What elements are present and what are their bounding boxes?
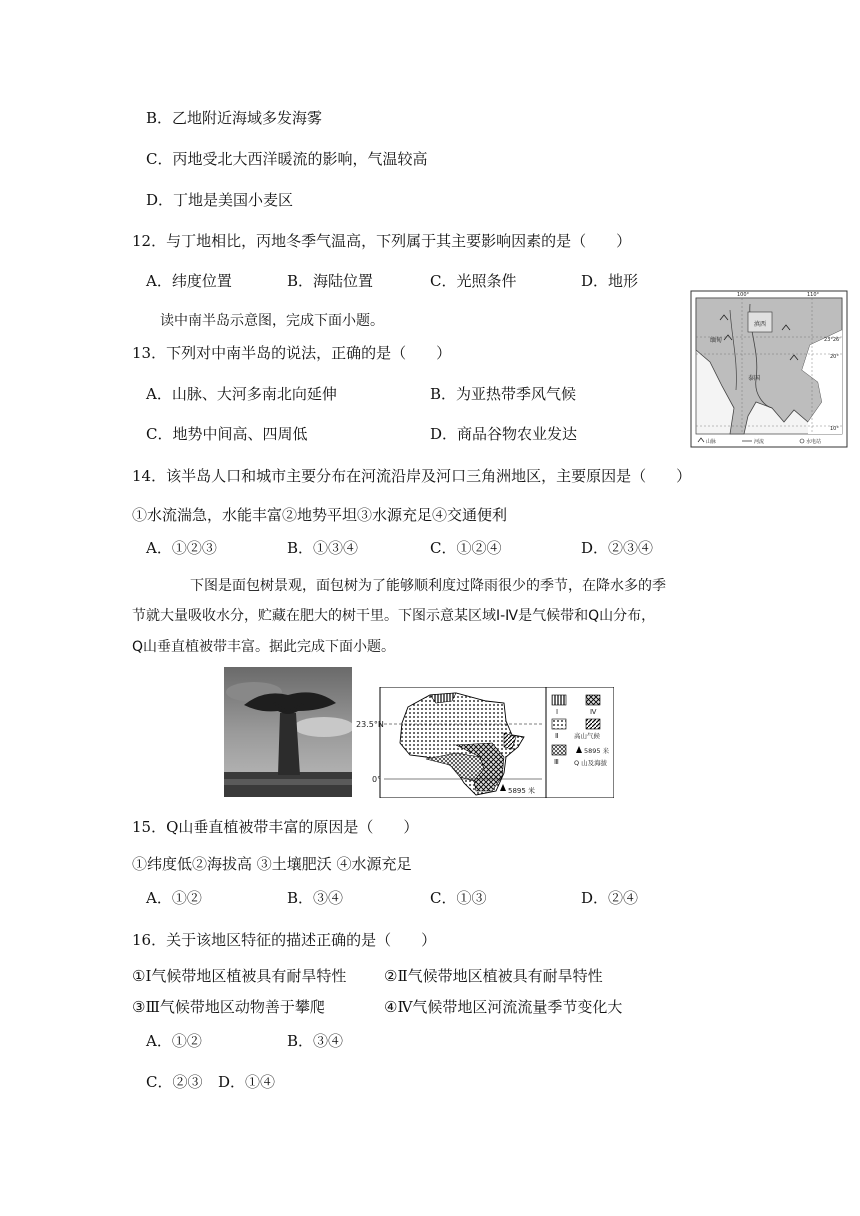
label-myanmar: 缅甸: [710, 337, 723, 344]
intro-13: 读中南半岛示意图，完成下面小题。: [160, 313, 384, 329]
legend-river: 河流: [754, 439, 765, 445]
peak-label: 5895 米: [508, 787, 536, 795]
africa-climate-map: [356, 687, 614, 798]
baobab-photo: [224, 667, 352, 797]
q13-stem: 13．下列对中南半岛的说法，正确的是（ ）: [132, 344, 452, 362]
lat-10-label: 10°: [830, 426, 839, 432]
q16-item-2: ②Ⅱ气候带地区植被具有耐旱特性: [384, 967, 603, 985]
q13-option-b: B．为亚热带季风气候: [430, 385, 577, 403]
lon-110-label: 110°: [807, 292, 820, 298]
q12-option-d: D．地形: [581, 272, 639, 290]
q16-option-b: B．③④: [287, 1032, 344, 1050]
label-thailand: 泰国: [748, 375, 761, 382]
q12-option-c: C．光照条件: [430, 272, 517, 290]
legend-i: Ⅰ: [556, 708, 559, 716]
lat-23-label: 23°26': [824, 337, 841, 343]
equator-label: 0°: [372, 775, 382, 784]
q16-option-c: C．②③: [146, 1073, 203, 1091]
legend-mountain: 山脉: [706, 439, 717, 445]
legend-hydro: 水电站: [806, 439, 822, 445]
q12-option-a: A．纬度位置: [146, 272, 232, 290]
legend-iv: Ⅳ: [590, 708, 597, 716]
q14-option-c: C．①②④: [430, 539, 502, 557]
q11-option-b: B．乙地附近海域多发海雾: [146, 109, 323, 127]
q16-item-1: ①Ⅰ气候带地区植被具有耐旱特性: [132, 967, 347, 985]
q15-items: ①纬度低②海拔高 ③土壤肥沃 ④水源充足: [132, 855, 412, 873]
q13-option-a: A．山脉、大河多南北向延伸: [146, 385, 337, 403]
q16-option-d: D．①④: [218, 1073, 276, 1091]
q11-option-d: D．丁地是美国小麦区: [146, 191, 294, 209]
q15-option-c: C．①③: [430, 889, 487, 907]
legend-peak: 5895 米: [584, 747, 610, 755]
q16-stem: 16．关于该地区特征的描述正确的是（ ）: [132, 931, 437, 949]
q15-option-b: B．③④: [287, 889, 344, 907]
q12-stem: 12．与丁地相比，丙地冬季气温高，下列属于其主要影响因素的是（ ）: [132, 232, 632, 250]
intro-15-line2: 节就大量吸收水分，贮藏在肥大的树干里。下图示意某区域Ⅰ-Ⅳ是气候带和Q山分布，: [132, 608, 656, 624]
tropic-label: 23.5°N: [356, 720, 384, 729]
q15-option-d: D．②④: [581, 889, 639, 907]
q16-option-a: A．①②: [146, 1032, 202, 1050]
lat-20-label: 20°: [830, 354, 839, 360]
q15-option-a: A．①②: [146, 889, 202, 907]
label-yunnan: 滇西: [754, 321, 767, 328]
intro-15-line3: Q山垂直植被带丰富。据此完成下面小题。: [132, 639, 396, 655]
q15-stem: 15．Q山垂直植被带丰富的原因是（ ）: [132, 818, 419, 836]
legend-highland: 高山气候: [574, 732, 600, 740]
intro-15-line1: 下图是面包树景观，面包树为了能够顺利度过降雨很少的季节，在降水多的季: [190, 578, 666, 594]
q14-option-b: B．①③④: [287, 539, 359, 557]
q16-item-4: ④Ⅳ气候带地区河流流量季节变化大: [384, 998, 623, 1016]
q13-option-d: D．商品谷物农业发达: [430, 425, 578, 443]
q14-stem: 14．该半岛人口和城市主要分布在河流沿岸及河口三角洲地区，主要原因是（ ）: [132, 467, 692, 485]
q11-option-c: C．丙地受北大西洋暖流的影响，气温较高: [146, 150, 428, 168]
q14-items: ①水流湍急，水能丰富②地势平坦③水源充足④交通便利: [132, 506, 508, 524]
lon-100-label: 100°: [737, 292, 750, 298]
q12-option-b: B．海陆位置: [287, 272, 374, 290]
legend-q: Q 山及海拔: [574, 759, 608, 767]
legend-ii: Ⅱ: [555, 732, 559, 740]
q13-option-c: C．地势中间高、四周低: [146, 425, 308, 443]
q14-option-a: A．①②③: [146, 539, 217, 557]
indochina-map: [690, 290, 848, 448]
q16-item-3: ③Ⅲ气候带地区动物善于攀爬: [132, 998, 325, 1016]
legend-iii: Ⅲ: [554, 758, 559, 766]
q14-option-d: D．②③④: [581, 539, 654, 557]
